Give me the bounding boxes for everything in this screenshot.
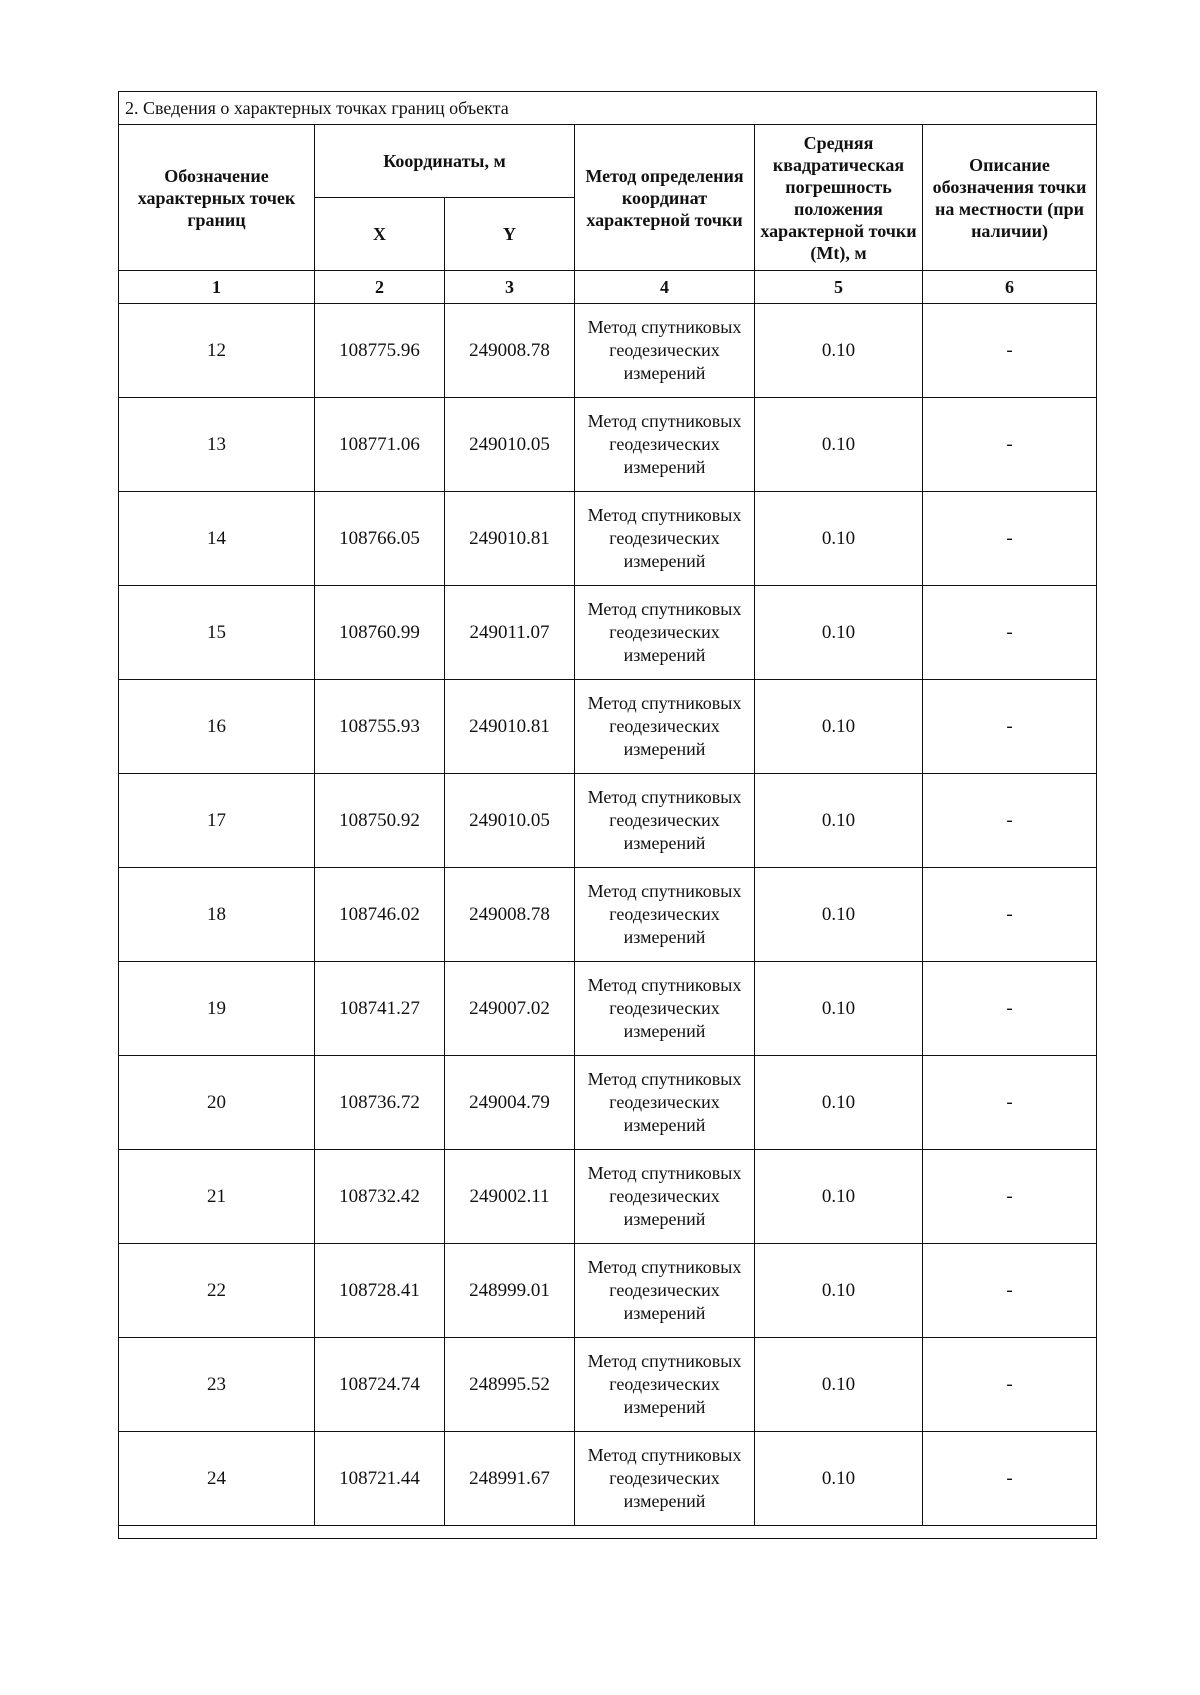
cell-method: Метод спутниковых геодезических измерений [575, 586, 755, 680]
cell-point: 16 [119, 680, 315, 774]
header-y: Y [445, 198, 575, 271]
table-row [119, 304, 1097, 398]
cell-x: 108721.44 [315, 1432, 445, 1526]
cell-point: 17 [119, 774, 315, 868]
cell-description: - [923, 1244, 1097, 1338]
cell-y: 249008.78 [445, 868, 575, 962]
table-end-line [119, 1526, 1097, 1539]
table-row [119, 398, 1097, 492]
column-number: 6 [923, 271, 1097, 304]
cell-y: 249010.05 [445, 398, 575, 492]
cell-mt: 0.10 [755, 1150, 923, 1244]
cell-x: 108771.06 [315, 398, 445, 492]
cell-x: 108736.72 [315, 1056, 445, 1150]
table-row [119, 1150, 1097, 1244]
cell-point: 18 [119, 868, 315, 962]
column-number-row [119, 271, 1097, 304]
cell-x: 108724.74 [315, 1338, 445, 1432]
cell-method: Метод спутниковых геодезических измерений [575, 1056, 755, 1150]
table-closing-row [119, 1526, 1097, 1539]
cell-mt: 0.10 [755, 1338, 923, 1432]
header-point: Обозначение характерных точек границ [119, 125, 315, 271]
cell-x: 108750.92 [315, 774, 445, 868]
cell-y: 249010.81 [445, 492, 575, 586]
cell-x: 108732.42 [315, 1150, 445, 1244]
cell-mt: 0.10 [755, 774, 923, 868]
cell-method: Метод спутниковых геодезических измерений [575, 304, 755, 398]
cell-x: 108741.27 [315, 962, 445, 1056]
cell-y: 249010.05 [445, 774, 575, 868]
cell-method: Метод спутниковых геодезических измерений [575, 1244, 755, 1338]
cell-y: 249004.79 [445, 1056, 575, 1150]
cell-point: 15 [119, 586, 315, 680]
cell-description: - [923, 1338, 1097, 1432]
cell-y: 248991.67 [445, 1432, 575, 1526]
cell-method: Метод спутниковых геодезических измерений [575, 680, 755, 774]
cell-method: Метод спутниковых геодезических измерений [575, 398, 755, 492]
cell-x: 108746.02 [315, 868, 445, 962]
cell-description: - [923, 680, 1097, 774]
cell-method: Метод спутниковых геодезических измерений [575, 1150, 755, 1244]
header-method: Метод определения координат характерной точки [575, 125, 755, 271]
cell-description: - [923, 774, 1097, 868]
cell-mt: 0.10 [755, 1432, 923, 1526]
table-row [119, 492, 1097, 586]
cell-x: 108760.99 [315, 586, 445, 680]
cell-mt: 0.10 [755, 398, 923, 492]
cell-mt: 0.10 [755, 1056, 923, 1150]
cell-mt: 0.10 [755, 304, 923, 398]
cell-x: 108728.41 [315, 1244, 445, 1338]
cell-y: 248999.01 [445, 1244, 575, 1338]
cell-y: 249008.78 [445, 304, 575, 398]
table-row [119, 774, 1097, 868]
cell-description: - [923, 1150, 1097, 1244]
cell-method: Метод спутниковых геодезических измерений [575, 868, 755, 962]
boundary-points-table [118, 91, 1097, 1539]
cell-y: 249002.11 [445, 1150, 575, 1244]
table-row [119, 1432, 1097, 1526]
cell-mt: 0.10 [755, 962, 923, 1056]
column-number: 5 [755, 271, 923, 304]
cell-y: 249010.81 [445, 680, 575, 774]
cell-point: 23 [119, 1338, 315, 1432]
table-row [119, 1338, 1097, 1432]
column-number: 1 [119, 271, 315, 304]
cell-point: 22 [119, 1244, 315, 1338]
cell-y: 249007.02 [445, 962, 575, 1056]
table-row [119, 586, 1097, 680]
column-number: 3 [445, 271, 575, 304]
cell-description: - [923, 492, 1097, 586]
cell-method: Метод спутниковых геодезических измерений [575, 492, 755, 586]
cell-description: - [923, 962, 1097, 1056]
document-page [118, 91, 1096, 1539]
cell-method: Метод спутниковых геодезических измерений [575, 962, 755, 1056]
table-row [119, 1244, 1097, 1338]
cell-mt: 0.10 [755, 868, 923, 962]
cell-description: - [923, 1056, 1097, 1150]
cell-mt: 0.10 [755, 680, 923, 774]
cell-point: 19 [119, 962, 315, 1056]
cell-point: 12 [119, 304, 315, 398]
table-row [119, 1056, 1097, 1150]
cell-description: - [923, 398, 1097, 492]
cell-description: - [923, 1432, 1097, 1526]
cell-point: 24 [119, 1432, 315, 1526]
cell-method: Метод спутниковых геодезических измерений [575, 1432, 755, 1526]
cell-point: 14 [119, 492, 315, 586]
cell-description: - [923, 586, 1097, 680]
header-description: Описание обозначения точки на местности (при наличии) [923, 125, 1097, 271]
cell-point: 13 [119, 398, 315, 492]
table-row [119, 962, 1097, 1056]
table-row [119, 868, 1097, 962]
table-row [119, 680, 1097, 774]
header-accuracy: Средняя квадратическая погрешность положения характерной точки (Mt), м [755, 125, 923, 271]
cell-mt: 0.10 [755, 1244, 923, 1338]
cell-y: 249011.07 [445, 586, 575, 680]
column-number: 2 [315, 271, 445, 304]
header-coords: Координаты, м [315, 125, 575, 198]
cell-x: 108755.93 [315, 680, 445, 774]
cell-mt: 0.10 [755, 586, 923, 680]
cell-x: 108766.05 [315, 492, 445, 586]
section-title: 2. Сведения о характерных точках границ объекта [119, 92, 1097, 125]
cell-point: 20 [119, 1056, 315, 1150]
cell-description: - [923, 868, 1097, 962]
cell-mt: 0.10 [755, 492, 923, 586]
header-x: X [315, 198, 445, 271]
cell-point: 21 [119, 1150, 315, 1244]
cell-x: 108775.96 [315, 304, 445, 398]
cell-description: - [923, 304, 1097, 398]
column-number: 4 [575, 271, 755, 304]
cell-y: 248995.52 [445, 1338, 575, 1432]
cell-method: Метод спутниковых геодезических измерений [575, 1338, 755, 1432]
cell-method: Метод спутниковых геодезических измерений [575, 774, 755, 868]
